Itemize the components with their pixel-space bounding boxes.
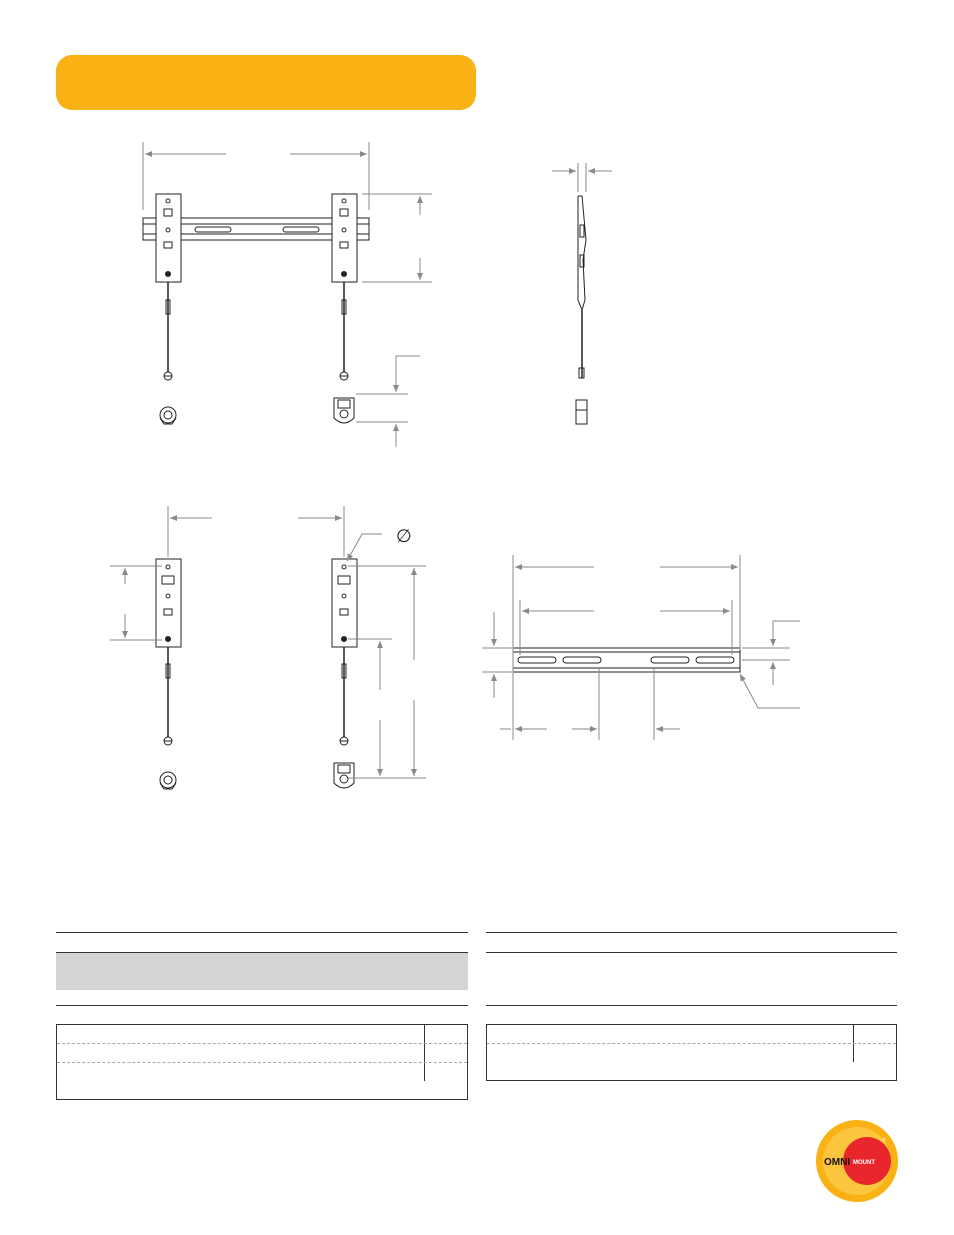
part-name xyxy=(487,1044,853,1062)
left-table-top-rule xyxy=(56,932,468,933)
right-table-top-rule xyxy=(486,932,897,933)
front-view xyxy=(143,194,369,424)
right-table-sub-rule xyxy=(486,1005,897,1006)
left-table-heading-band xyxy=(56,952,468,990)
logo-word-mount: MOUNT xyxy=(853,1160,875,1166)
part-name xyxy=(57,1044,424,1062)
right-table-heading-rule xyxy=(486,952,897,953)
rail-detail-view xyxy=(513,648,740,672)
table-row xyxy=(487,1025,896,1044)
part-qty xyxy=(853,1025,896,1043)
omnimount-logo xyxy=(816,1120,898,1202)
logo-trademark: ® xyxy=(882,1138,886,1144)
part-qty xyxy=(424,1044,467,1062)
part-name xyxy=(57,1025,424,1043)
part-qty xyxy=(853,1044,896,1062)
logo-word-omni: OMNI xyxy=(824,1157,851,1168)
table-row xyxy=(57,1063,467,1081)
front-view-dimensions xyxy=(143,142,432,447)
left-table-sub-rule xyxy=(56,1005,468,1006)
table-row xyxy=(57,1044,467,1063)
side-view-dimensions xyxy=(552,163,612,192)
right-parts-table xyxy=(486,1024,897,1081)
part-qty xyxy=(424,1025,467,1043)
part-name xyxy=(57,1063,424,1081)
left-parts-table xyxy=(56,1024,468,1100)
part-qty xyxy=(424,1063,467,1081)
diameter-symbol: ∅ xyxy=(396,526,412,547)
table-row xyxy=(487,1044,896,1062)
bracket-detail-views xyxy=(156,559,357,789)
side-view xyxy=(576,196,587,424)
part-name xyxy=(487,1025,853,1043)
table-row xyxy=(57,1025,467,1044)
